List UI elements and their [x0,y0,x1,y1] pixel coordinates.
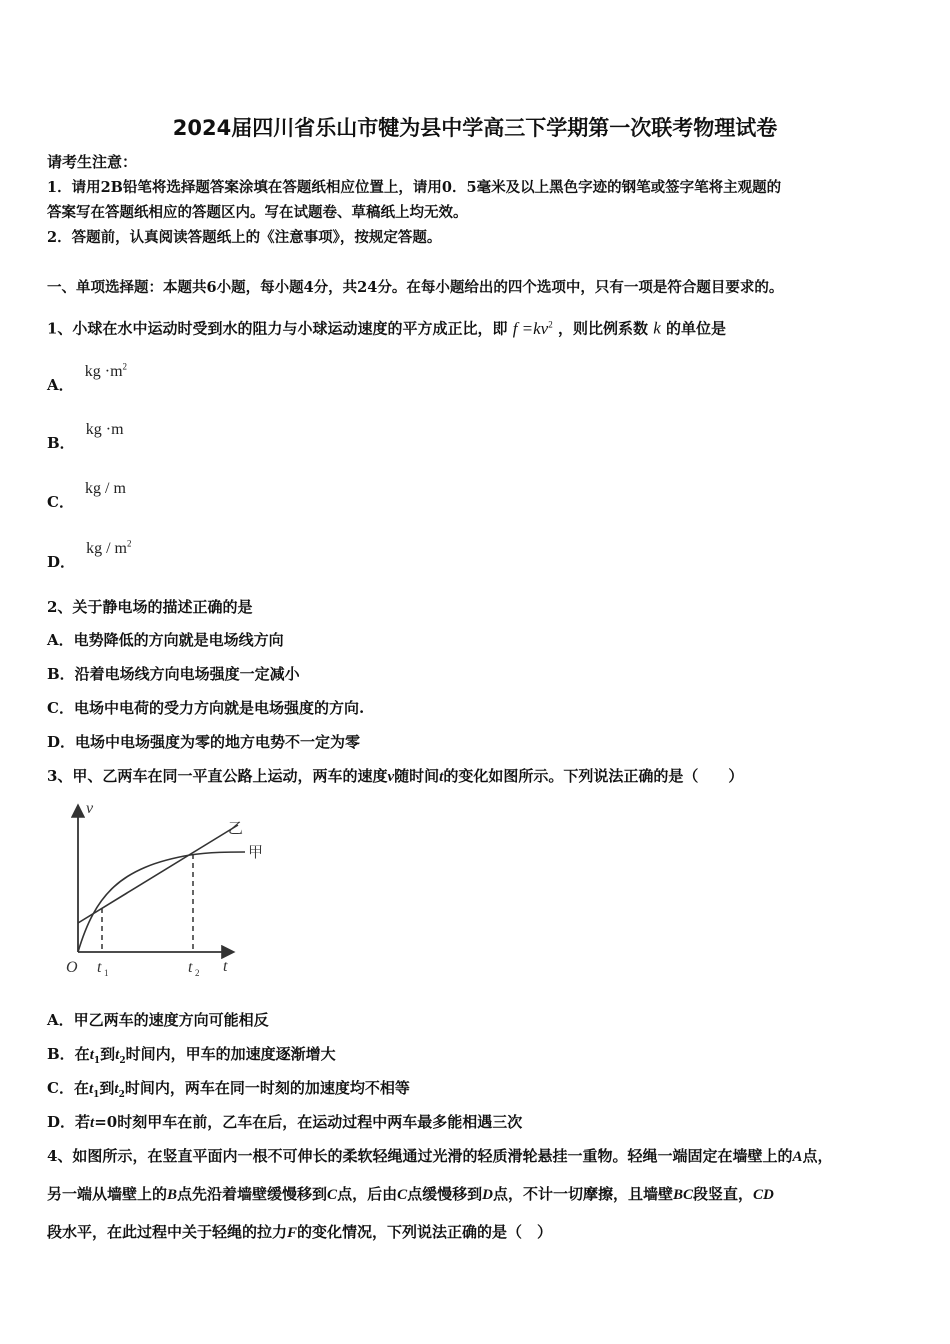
label-yi: 乙 [228,819,244,837]
section-heading: 一、单项选择题：本题共6小题，每小题4分，共24分。在每小题给出的四个选项中，只有一项是符合题目要求的。 [47,279,784,296]
q1-stem-a: 1、小球在水中运动时受到水的阻力与小球运动速度的平方成正比，即 [47,319,508,338]
x-axis-label: t [223,958,228,975]
q1-k: k [653,318,661,338]
question-4-line-3: 段水平，在此过程中关于轻绳的拉力F的变化情况，下列说法正确的是（ ） [47,1223,553,1241]
question-4-line-1: 4、如图所示，在竖直平面内一根不可伸长的柔软轻绳通过光滑的轻质滑轮悬挂一重物。轻绳一端固定在墙壁上的A点， [47,1147,833,1165]
q3-option-c: C．在$t_1$到$t_2$时间内，两车在同一时刻的加速度均不相等 [47,1079,410,1100]
q3-option-a: A．甲乙两车的速度方向可能相反 [47,1011,269,1029]
origin-label: O [66,959,78,976]
notice-line-1a: 1．请用2B铅笔将选择题答案涂填在答题纸相应位置上，请用0．5毫米及以上黑色字迹的钢笔或签字笔将主观题的 [47,179,782,196]
q2-option-a: A．电势降低的方向就是电场线方向 [47,631,284,649]
t1-label: t [97,959,102,976]
q3-option-b: B．在$t_1$到$t_2$时间内，甲车的加速度逐渐增大 [47,1045,336,1066]
notice-line-2: 2．答题前，认真阅读答题纸上的《注意事项》，按规定答题。 [47,229,442,246]
label-jia: 甲 [248,843,264,861]
q1-option-b: B． kg ·m [47,421,124,452]
t2-sub: 2 [195,968,200,978]
velocity-time-graph [60,795,280,985]
q3-option-d: D．若t=0时刻甲车在前，乙车在后，在运动过程中两车最多能相遇三次 [47,1113,523,1131]
q1-option-c: C． kg / m [47,480,126,511]
notice-line-1b: 答案写在答题纸相应的答题区内。写在试题卷、草稿纸上均无效。 [47,204,468,221]
q1-formula: $f =kv^2$ [512,318,553,338]
question-2-stem: 2、关于静电场的描述正确的是 [47,598,253,616]
question-1-stem [47,314,726,339]
curve-jia [78,852,245,952]
q1-stem-b: ，则比例系数 [557,319,648,338]
q2-option-d: D．电场中电场强度为零的地方电势不一定为零 [47,733,361,751]
page-title: 2024届四川省乐山市犍为县中学高三下学期第一次联考物理试卷 [172,116,778,140]
notice-heading: 请考生注意： [47,153,138,171]
q1-option-d: D． kg / $m^2$ [47,538,132,571]
y-axis-label: v [86,800,94,817]
q1-stem-c: 的单位是 [666,319,727,338]
t2-label: t [188,959,193,976]
question-4-line-2: 另一端从墙壁上的B点先沿着墙壁缓慢移到C点，后由C点缓慢移到D点，不计一切摩擦，且墙壁BC段竖直，CD [47,1185,774,1203]
t1-sub: 1 [104,968,109,978]
q1-option-a: A． kg $\cdot m^2$ [47,361,128,394]
q2-option-c: C．电场中电荷的受力方向就是电场强度的方向. [47,699,365,717]
question-3-stem: 3、甲、乙两车在同一平直公路上运动，两车的速度v随时间t的变化如图所示。下列说法正确的是（ ） [47,767,744,785]
q2-option-b: B．沿着电场线方向电场强度一定减小 [47,665,300,683]
